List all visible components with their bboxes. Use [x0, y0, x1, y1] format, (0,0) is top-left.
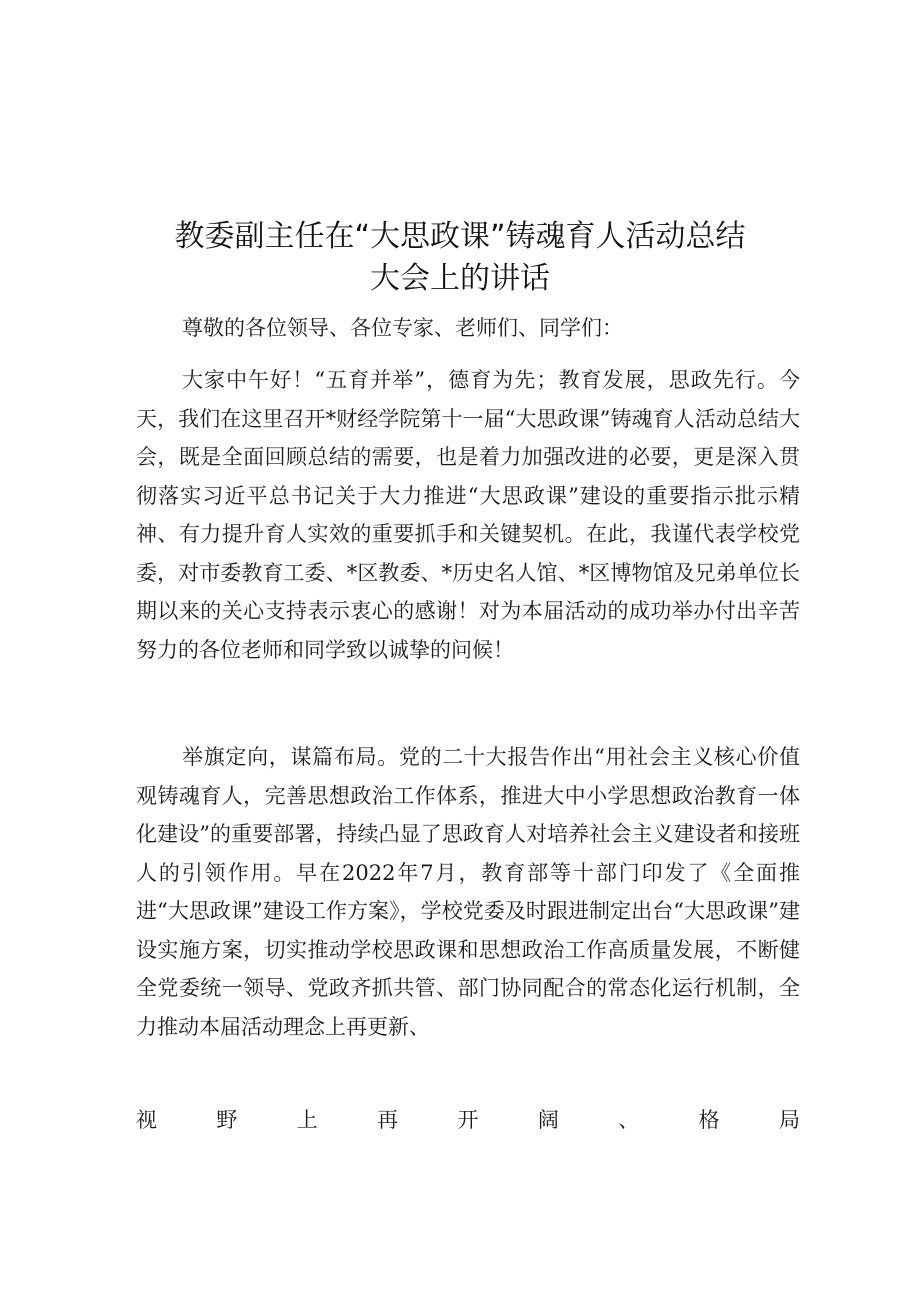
document-title-line-2: 大会上的讲话: [370, 261, 550, 296]
last-line-char: 格: [698, 1108, 720, 1132]
last-line-char: 阔: [537, 1108, 559, 1132]
last-line-char: 再: [377, 1108, 399, 1132]
last-line-char: 野: [216, 1108, 238, 1132]
last-line-char: 视: [136, 1108, 157, 1132]
last-line-char: 局: [779, 1108, 800, 1132]
last-line-char: 开: [457, 1108, 479, 1132]
justified-last-line: [136, 1100, 800, 1140]
document-title-line-1: 教委副主任在“大思政课”铸魂育人活动总结: [174, 219, 746, 254]
salutation: 尊敬的各位领导、各位专家、老师们、同学们：: [182, 316, 623, 340]
last-line-char: 上: [296, 1108, 318, 1132]
paragraph-opening: 大家中午好！“五育并举”，德育为先；教育发展，思政先行。今天，我们在这里召开*财经学院第十一届“大思政课”铸魂育人活动总结大会，既是全面回顾总结的需要，也是着力加强改进的必要，更是深入贯彻落实习近平总书记关于大力推进“大思政课”建设的重要指示批示精神、有力提升育人实效的重要抓手和关键契机。在此，我谨代表学校党委，对市委教育工委、*区教委、*历史名人馆、*区博物馆及兄弟单位长期以来的关心支持表示衷心的感谢！对为本届活动的成功举办付出辛苦努力的各位老师和同学致以诚挚的问候！: [136, 368, 800, 662]
paragraph-direction: 举旗定向，谋篇布局。党的二十大报告作出“用社会主义核心价值观铸魂育人，完善思想政治工作体系，推进大中小学思想政治教育一体化建设”的重要部署，持续凸显了思政育人对培养社会主义建设者和接班人的引领作用。早在2022年7月，教育部等十部门印发了《全面推进“大思政课”建设工作方案》，学校党委及时跟进制定出台“大思政课”建设实施方案，切实推动学校思政课和思想政治工作高质量发展，不断健全党委统一领导、党政齐抓共管、部门协同配合的常态化运行机制，全力推动本届活动理念上再更新、: [136, 745, 800, 1039]
last-line-char: 、: [618, 1108, 640, 1132]
